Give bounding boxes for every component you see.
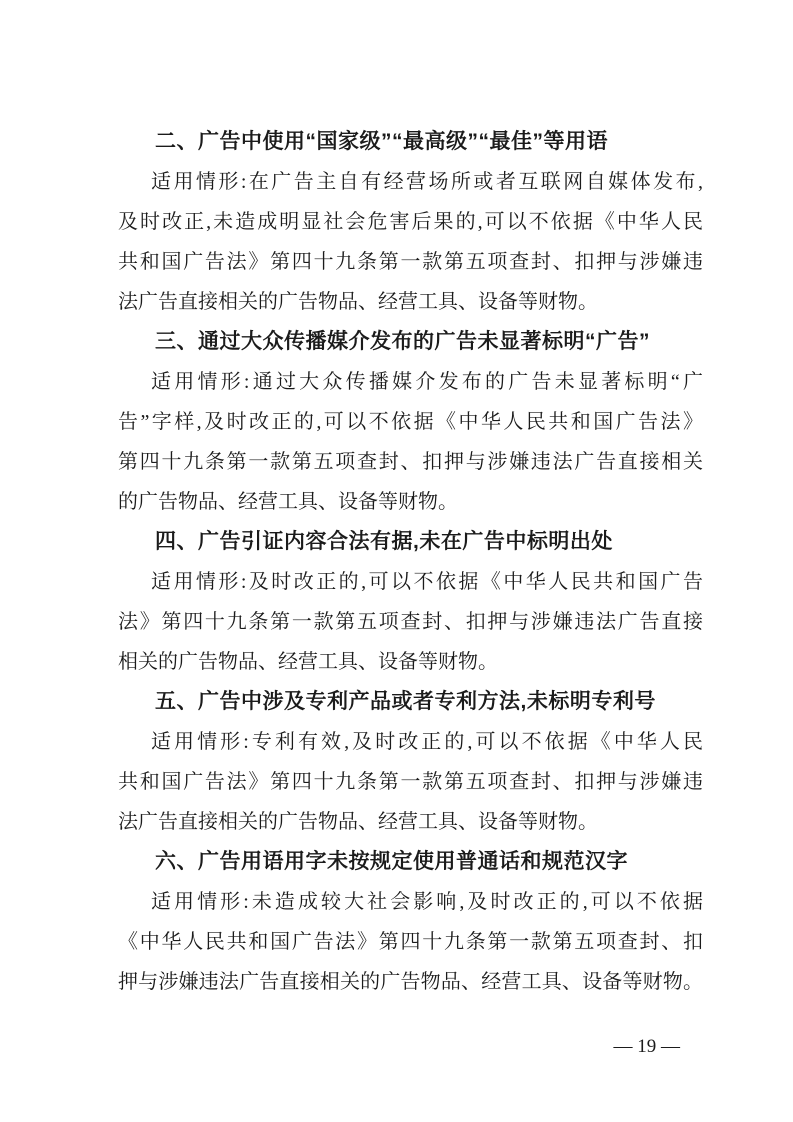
paragraph-line: 押与涉嫌违法广告直接相关的广告物品、经营工具、设备等财物。 [118,971,703,993]
paragraph-line: 相关的广告物品、经营工具、设备等财物。 [118,651,498,673]
section-heading-5: 五、广告中涉及专利产品或者专利方法,未标明专利号 [155,690,656,713]
section-heading-6: 六、广告用语用字未按规定使用普通话和规范汉字 [155,850,628,873]
page-number: — 19 — [613,1036,680,1057]
section-heading-2: 二、广告中使用“国家级”“最高级”“最佳”等用语 [155,130,608,153]
paragraph-line: 适用情形:在广告主自有经营场所或者互联网自媒体发布, [151,171,703,193]
paragraph-line: 《中华人民共和国广告法》第四十九条第一款第五项查封、扣 [118,931,703,953]
paragraph-line: 及时改正,未造成明显社会危害后果的,可以不依据《中华人民 [118,211,703,233]
section-heading-4: 四、广告引证内容合法有据,未在广告中标明出处 [155,530,613,553]
paragraph-line: 第四十九条第一款第五项查封、扣押与涉嫌违法广告直接相关 [118,451,703,473]
paragraph-line: 适用情形:及时改正的,可以不依据《中华人民共和国广告 [151,571,703,593]
paragraph-line: 法》第四十九条第一款第五项查封、扣押与涉嫌违法广告直接 [118,611,703,633]
paragraph-line: 共和国广告法》第四十九条第一款第五项查封、扣押与涉嫌违 [118,251,703,273]
paragraph-line: 适用情形:未造成较大社会影响,及时改正的,可以不依据 [151,891,703,913]
paragraph-line: 法广告直接相关的广告物品、经营工具、设备等财物。 [118,811,598,833]
page-footer [0,1027,793,1067]
paragraph-line: 的广告物品、经营工具、设备等财物。 [118,491,458,513]
paragraph-line: 适用情形:通过大众传播媒介发布的广告未显著标明“广 [151,371,703,393]
paragraph-line: 告”字样,及时改正的,可以不依据《中华人民共和国广告法》 [118,411,703,433]
section-heading-3: 三、通过大众传播媒介发布的广告未显著标明“广告” [155,330,650,353]
paragraph-line: 法广告直接相关的广告物品、经营工具、设备等财物。 [118,291,598,313]
paragraph-line: 适用情形:专利有效,及时改正的,可以不依据《中华人民 [151,731,703,753]
document-body [118,122,703,1002]
paragraph-line: 共和国广告法》第四十九条第一款第五项查封、扣押与涉嫌违 [118,771,703,793]
